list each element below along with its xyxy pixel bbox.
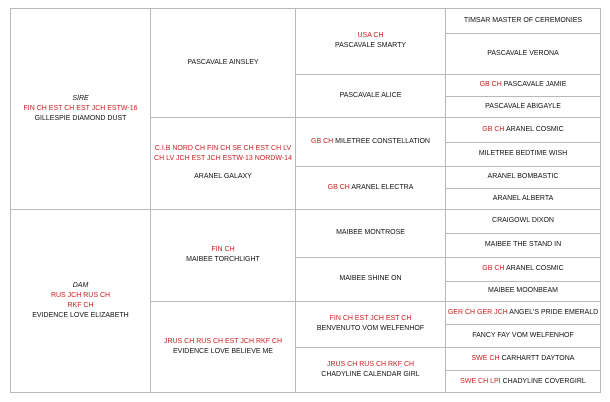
great-grandparent-name: CHADYLINE COVERGIRL [502,377,586,385]
sdd-titles: GB CH [327,183,350,191]
great-grandparent-name: ANGEL'S PRIDE EMERALD [509,308,599,316]
great-grandparent-cell [445,33,601,74]
sire-titles: FIN CH EST CH EST JCH ESTW-16 [23,104,138,112]
great-grandparent-name: PASCAVALE JAMIE [503,81,567,88]
ddd-titles: JRUS CH RUS CH RKF CH [326,361,415,368]
sire-dam-titles-line1: C.I.B NORD CH FIN CH SE CH EST CH LV [154,145,292,152]
dss-cell [295,209,446,257]
sss-cell [295,8,446,74]
sss-titles: USA CH [357,32,384,39]
ssd-name: PASCAVALE ALICE [339,91,402,99]
great-grandparent-titles: GER CH GER JCH [447,308,508,316]
great-grandparent-name: MILETREE BEDTIME WISH [478,150,568,157]
ddd-name: CHADYLINE CALENDAR GIRL [321,371,420,378]
great-grandparent-cell [445,324,601,347]
great-grandparent-cell [445,8,601,33]
great-grandparent-cell [445,370,601,393]
great-grandparent-line [472,331,574,341]
sds-line [311,137,430,147]
great-grandparent-line [482,264,563,274]
great-grandparent-cell [445,142,601,166]
great-grandparent-cell [445,96,601,117]
dss-name: MAIBEE MONTROSE [336,229,405,236]
dam-sire-titles: FIN CH [211,246,235,253]
sds-titles: GB CH [311,137,334,145]
dam-titles-line1: RUS JCH RUS CH [50,292,111,299]
dsd-cell [295,257,446,301]
great-grandparent-line [488,172,559,182]
sdd-line [328,183,414,193]
great-grandparent-name: PASCAVALE ABIGAYLE [485,102,561,110]
great-grandparent-line [480,80,567,90]
great-grandparent-cell [445,301,601,324]
great-grandparent-titles: GB CH [482,265,505,272]
great-grandparent-titles: GB CH [479,81,502,88]
dam-sire-cell [150,209,296,301]
great-grandparent-cell [445,209,601,233]
dam-dam-cell [150,301,296,393]
great-grandparent-line [460,377,586,387]
great-grandparent-cell [445,188,601,209]
great-grandparent-line [488,286,558,296]
great-grandparent-line [487,49,559,59]
great-grandparent-name: MAIBEE THE STAND IN [484,241,562,248]
sire-dam-titles-line2: CH LV JCH EST JCH ESTW-13 NORDW-14 [154,155,292,162]
sire-dam-name: ARANEL GALAXY [194,173,252,180]
sds-cell [295,117,446,166]
dam-cell [10,209,151,393]
dam-dam-name: EVIDENCE LOVE BELIEVE ME [173,348,273,355]
dds-titles: FIN CH EST JCH EST CH [329,315,412,322]
great-grandparent-name: ARANEL COSMIC [506,125,564,133]
great-grandparent-line [493,194,554,204]
sss-name: PASCAVALE SMARTY [334,42,407,49]
great-grandparent-name: CRAIGOWL DIXON [492,217,554,224]
great-grandparent-name: FANCY FAY VOM WELFENHOF [472,331,574,339]
great-grandparent-line [479,149,567,159]
sdd-name: ARANEL ELECTRA [351,183,414,191]
great-grandparent-name: ARANEL BOMBASTIC [487,173,559,180]
sire-role-label: SIRE [72,94,89,102]
sire-sire-cell [150,8,296,117]
great-grandparent-line [482,125,563,135]
great-grandparent-cell [445,281,601,301]
great-grandparent-name: MAIBEE MOONBEAM [487,287,558,294]
great-grandparent-name: ARANEL COSMIC [506,265,564,272]
sdd-cell [295,166,446,209]
dds-name: BENVENUTO VOM WELFENHOF [316,325,425,332]
great-grandparent-line [485,240,561,250]
sire-name: GILLESPIE DIAMOND DUST [34,114,127,122]
great-grandparent-line [492,216,554,226]
sire-cell [10,8,151,209]
great-grandparent-cell [445,257,601,281]
dam-sire-name: MAIBEE TORCHLIGHT [186,256,260,263]
dam-dam-titles: JRUS CH RUS CH EST JCH RKF CH [163,338,283,345]
great-grandparent-line [448,308,598,318]
dsd-name: MAIBEE SHINE ON [339,275,402,282]
great-grandparent-titles: SWE CH LPI [460,377,501,385]
great-grandparent-cell [445,233,601,257]
great-grandparent-cell [445,74,601,96]
dam-name: EVIDENCE LOVE ELIZABETH [32,312,129,319]
great-grandparent-line [485,102,561,112]
great-grandparent-cell [445,347,601,370]
sire-dam-cell [150,117,296,209]
dds-cell [295,301,446,347]
great-grandparent-name: PASCAVALE VERONA [487,49,559,57]
sire-sire-name: PASCAVALE AINSLEY [187,58,259,66]
great-grandparent-name: TIMSAR MASTER OF CEREMONIES [463,16,583,24]
great-grandparent-cell [445,166,601,188]
ssd-cell [295,74,446,117]
great-grandparent-name: ARANEL ALBERTA [492,194,554,202]
dam-titles-line2: RKF CH [67,302,94,309]
great-grandparent-cell [445,117,601,142]
sds-name: MILETREE CONSTELLATION [335,137,430,145]
great-grandparent-titles: SWE CH [471,354,500,362]
great-grandparent-line [464,16,582,26]
great-grandparent-line [472,354,575,364]
dam-role-label: DAM [72,282,89,289]
great-grandparent-titles: GB CH [482,125,505,133]
ddd-cell [295,347,446,393]
great-grandparent-name: CARHARTT DAYTONA [501,354,575,362]
